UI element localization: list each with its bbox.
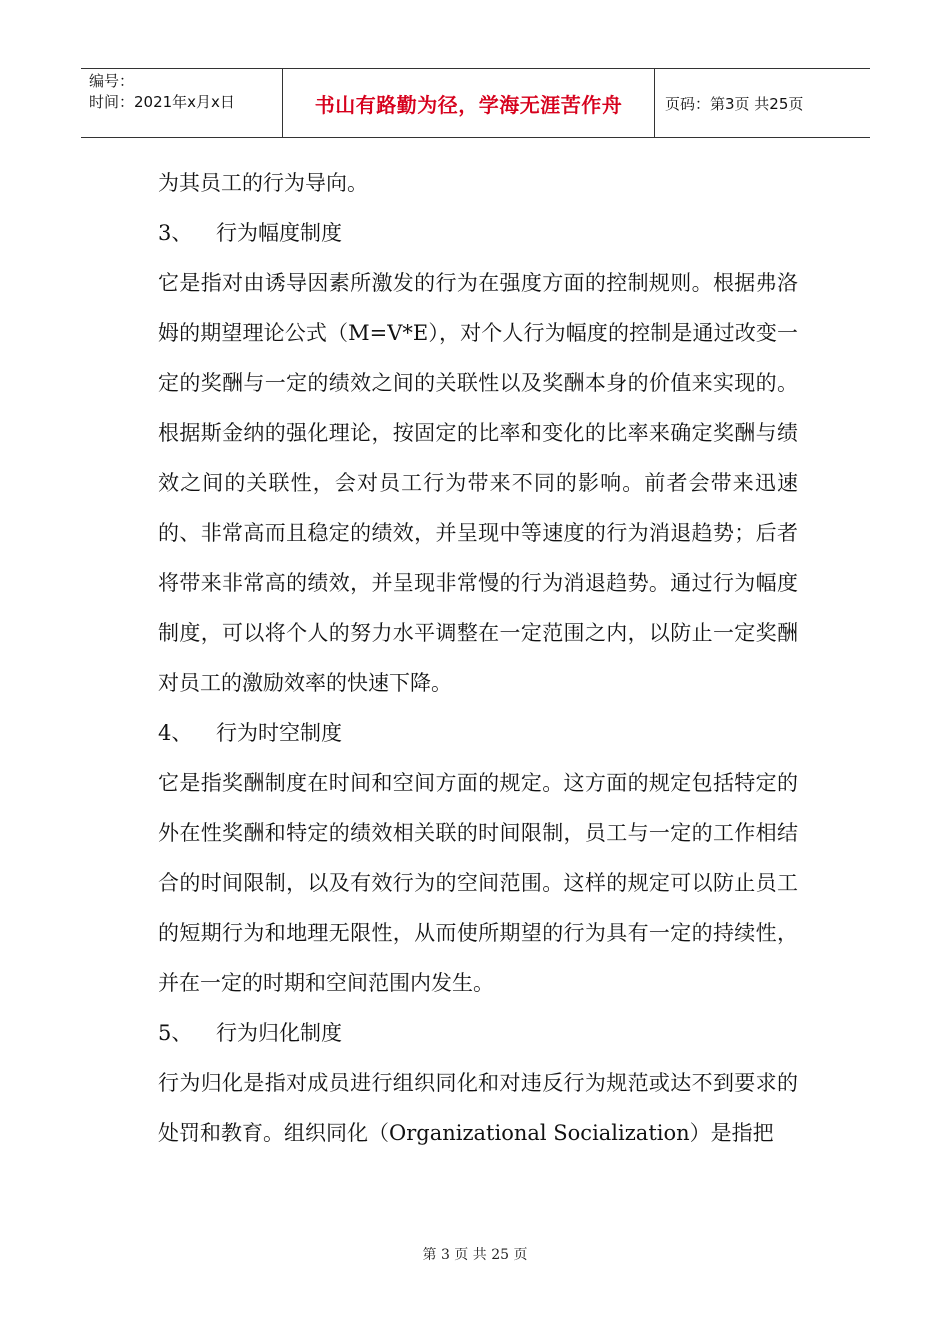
header-motto: 书山有路勤为径，学海无涯苦作舟 (283, 69, 655, 137)
section-title: 行为时空制度 (216, 721, 342, 745)
paragraph: 它是指奖酬制度在时间和空间方面的规定。这方面的规定包括特定的外在性奖酬和特定的绩效相关联的时间限制，员工与一定的工作相结合的时间限制，以及有效行为的空间范围。这样的规定可以防止员工的短期行为和地理无限性，从而使所期望的行为具有一定的持续性，并在一定的时期和空间范围内发生。 (158, 771, 798, 995)
header-page-info: 页码：第3页 共25页 (665, 94, 804, 113)
document-body (158, 158, 798, 1158)
page-footer: 第 3 页 共 25 页 (422, 1247, 528, 1263)
section-heading-5 (158, 1008, 798, 1058)
section-number: 4、 (158, 721, 193, 745)
section-heading-3 (158, 208, 798, 258)
section-number: 5、 (158, 1021, 193, 1045)
paragraph: 为其员工的行为导向。 (158, 171, 368, 195)
section-title: 行为归化制度 (216, 1021, 342, 1045)
document-number-label: 编号： (89, 72, 135, 90)
paragraph: 它是指对由诱导因素所激发的行为在强度方面的控制规则。根据弗洛姆的期望理论公式（M=V*E），对个人行为幅度的控制是通过改变一定的奖酬与一定的绩效之间的关联性以及奖酬本身的价值来实现的。根据斯金纳的强化理论，按固定的比率和变化的比率来确定奖酬与绩效之间的关联性，会对员工行为带来不同的影响。前者会带来迅速的、非常高而且稳定的绩效，并呈现中等速度的行为消退趋势；后者将带来非常高的绩效，并呈现非常慢的行为消退趋势。通过行为幅度制度，可以将个人的努力水平调整在一定范围之内，以防止一定奖酬对员工的激励效率的快速下降。 (158, 271, 798, 695)
header-meta (81, 69, 283, 137)
section-heading-4 (158, 708, 798, 758)
section-title: 行为幅度制度 (216, 221, 342, 245)
paragraph: 行为归化是指对成员进行组织同化和对违反行为规范或达不到要求的处罚和教育。组织同化（Organizational Socialization）是指把 (158, 1071, 798, 1145)
section-number: 3、 (158, 221, 193, 245)
document-time-label: 时间：2021年x月x日 (89, 93, 235, 111)
page-header (81, 68, 870, 138)
